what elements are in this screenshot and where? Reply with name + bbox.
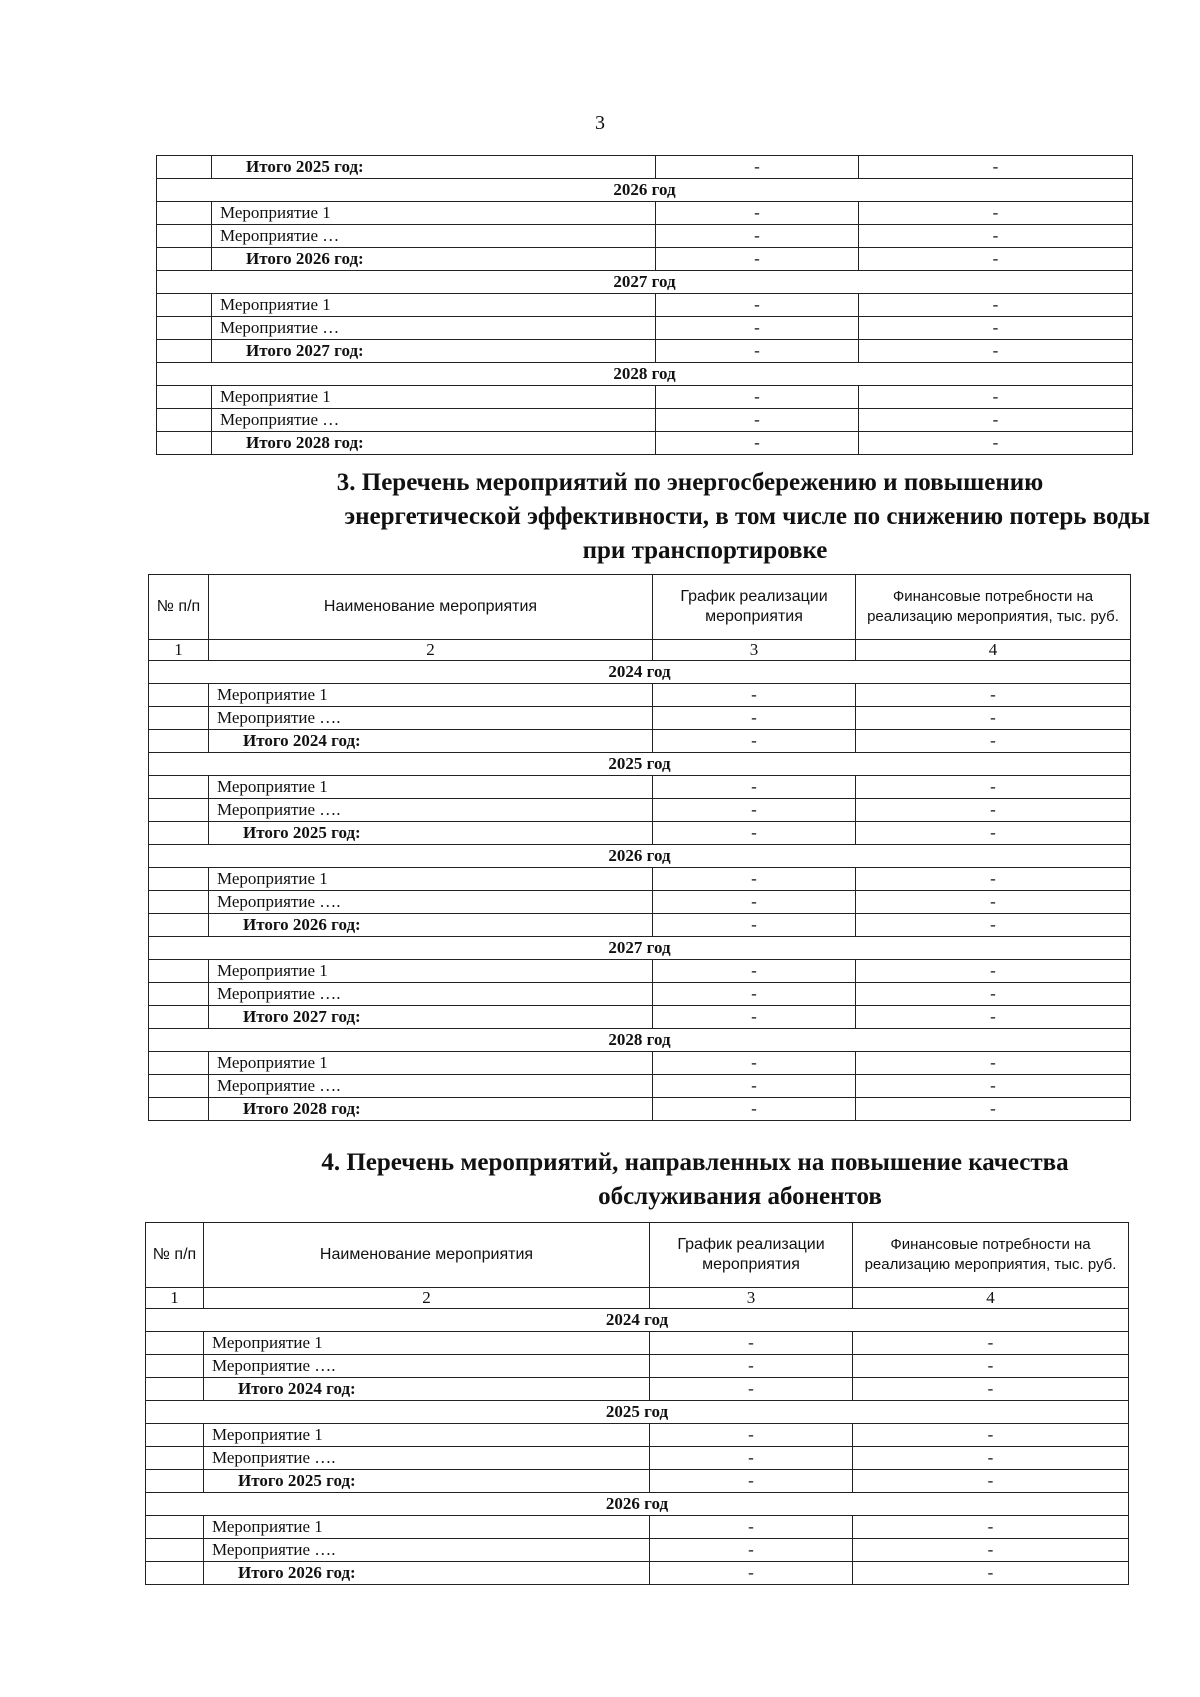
table-row xyxy=(149,799,1131,822)
activity-name: Мероприятие 1 xyxy=(209,1052,653,1075)
activity-name: Мероприятие 1 xyxy=(204,1516,650,1539)
schedule-cell: - xyxy=(650,1332,853,1355)
finance-cell: - xyxy=(853,1447,1129,1470)
column-number: 3 xyxy=(653,640,856,661)
row-number-cell xyxy=(149,1098,209,1121)
row-number-cell xyxy=(157,432,212,455)
year-label: 2024 год xyxy=(146,1309,1129,1332)
activity-name: Мероприятие 1 xyxy=(212,294,656,317)
row-number-cell xyxy=(157,294,212,317)
row-number-cell xyxy=(146,1516,204,1539)
row-number-cell xyxy=(149,684,209,707)
total-label: Итого 2027 год: xyxy=(212,340,656,363)
finance-cell: - xyxy=(859,202,1133,225)
finance-cell: - xyxy=(859,432,1133,455)
table-row xyxy=(157,294,1133,317)
schedule-cell: - xyxy=(656,317,859,340)
table-row xyxy=(149,868,1131,891)
year-label: 2027 год xyxy=(149,937,1131,960)
total-row xyxy=(146,1562,1129,1585)
row-number-cell xyxy=(157,317,212,340)
column-header-num: № п/п xyxy=(149,575,209,640)
finance-cell: - xyxy=(859,409,1133,432)
row-number-cell xyxy=(149,707,209,730)
finance-cell: - xyxy=(856,891,1131,914)
schedule-cell: - xyxy=(656,248,859,271)
finance-cell: - xyxy=(856,868,1131,891)
finance-cell: - xyxy=(856,1098,1131,1121)
year-label: 2025 год xyxy=(149,753,1131,776)
activity-name: Мероприятие …. xyxy=(209,799,653,822)
table-row xyxy=(146,1539,1129,1562)
finance-cell: - xyxy=(856,983,1131,1006)
activity-name: Мероприятие …. xyxy=(204,1355,650,1378)
table-section-4 xyxy=(145,1222,1129,1585)
schedule-cell: - xyxy=(653,1098,856,1121)
row-number-cell xyxy=(146,1355,204,1378)
year-header-row xyxy=(149,1029,1131,1052)
schedule-cell: - xyxy=(656,202,859,225)
table-row xyxy=(146,1355,1129,1378)
schedule-cell: - xyxy=(653,1006,856,1029)
finance-cell: - xyxy=(856,1006,1131,1029)
activity-name: Мероприятие …. xyxy=(209,707,653,730)
activity-name: Мероприятие … xyxy=(212,225,656,248)
table-header-row xyxy=(149,575,1131,640)
schedule-cell: - xyxy=(650,1470,853,1493)
year-label: 2024 год xyxy=(149,661,1131,684)
column-header-name: Наименование мероприятия xyxy=(204,1223,650,1288)
column-header-name: Наименование мероприятия xyxy=(209,575,653,640)
table-section-3 xyxy=(148,574,1131,1121)
row-number-cell xyxy=(157,386,212,409)
table-row xyxy=(149,960,1131,983)
finance-cell: - xyxy=(859,225,1133,248)
total-row xyxy=(157,156,1133,179)
row-number-cell xyxy=(146,1447,204,1470)
row-number-cell xyxy=(149,799,209,822)
finance-cell: - xyxy=(853,1539,1129,1562)
column-header-schedule: График реализации мероприятия xyxy=(650,1223,853,1288)
total-row xyxy=(146,1470,1129,1493)
table-row xyxy=(146,1332,1129,1355)
finance-cell: - xyxy=(859,317,1133,340)
schedule-cell: - xyxy=(656,156,859,179)
column-number: 4 xyxy=(853,1288,1129,1309)
column-header-finance: Финансовые потребности на реализацию мероприятия, тыс. руб. xyxy=(853,1223,1129,1288)
table-row xyxy=(149,983,1131,1006)
row-number-cell xyxy=(149,960,209,983)
finance-cell: - xyxy=(856,707,1131,730)
row-number-cell xyxy=(146,1539,204,1562)
row-number-cell xyxy=(157,409,212,432)
finance-cell: - xyxy=(853,1378,1129,1401)
total-row xyxy=(149,914,1131,937)
table-row xyxy=(157,386,1133,409)
row-number-cell xyxy=(157,202,212,225)
table-top xyxy=(156,155,1133,455)
column-header-finance: Финансовые потребности на реализацию мероприятия, тыс. руб. xyxy=(856,575,1131,640)
column-number: 4 xyxy=(856,640,1131,661)
schedule-cell: - xyxy=(650,1355,853,1378)
total-row xyxy=(149,822,1131,845)
year-label: 2028 год xyxy=(157,363,1133,386)
finance-cell: - xyxy=(859,294,1133,317)
row-number-cell xyxy=(157,156,212,179)
schedule-cell: - xyxy=(653,707,856,730)
total-row xyxy=(157,432,1133,455)
section-4-title xyxy=(230,1146,1130,1214)
finance-cell: - xyxy=(856,684,1131,707)
schedule-cell: - xyxy=(653,1052,856,1075)
finance-cell: - xyxy=(856,776,1131,799)
schedule-cell: - xyxy=(656,294,859,317)
section-4-title-line-2: обслуживания абонентов xyxy=(598,1183,882,1210)
finance-cell: - xyxy=(859,248,1133,271)
finance-cell: - xyxy=(856,1075,1131,1098)
row-number-cell xyxy=(149,983,209,1006)
row-number-cell xyxy=(149,730,209,753)
activity-name: Мероприятие …. xyxy=(209,891,653,914)
finance-cell: - xyxy=(853,1516,1129,1539)
activity-name: Мероприятие 1 xyxy=(209,776,653,799)
table-row xyxy=(157,225,1133,248)
schedule-cell: - xyxy=(653,914,856,937)
total-label: Итого 2026 год: xyxy=(212,248,656,271)
total-label: Итого 2025 год: xyxy=(212,156,656,179)
total-label: Итого 2024 год: xyxy=(204,1378,650,1401)
schedule-cell: - xyxy=(656,225,859,248)
row-number-cell xyxy=(157,225,212,248)
activity-name: Мероприятие …. xyxy=(204,1539,650,1562)
schedule-cell: - xyxy=(650,1424,853,1447)
table-row xyxy=(149,891,1131,914)
schedule-cell: - xyxy=(653,799,856,822)
table-row xyxy=(146,1516,1129,1539)
total-row xyxy=(157,340,1133,363)
activity-name: Мероприятие … xyxy=(212,409,656,432)
row-number-cell xyxy=(157,248,212,271)
total-row xyxy=(157,248,1133,271)
schedule-cell: - xyxy=(650,1539,853,1562)
table-row xyxy=(149,684,1131,707)
year-header-row xyxy=(149,845,1131,868)
year-label: 2028 год xyxy=(149,1029,1131,1052)
year-header-row xyxy=(146,1401,1129,1424)
total-label: Итого 2025 год: xyxy=(204,1470,650,1493)
table-row xyxy=(157,317,1133,340)
row-number-cell xyxy=(149,1052,209,1075)
total-label: Итого 2025 год: xyxy=(209,822,653,845)
table-row xyxy=(149,1075,1131,1098)
schedule-cell: - xyxy=(656,386,859,409)
row-number-cell xyxy=(149,891,209,914)
row-number-cell xyxy=(149,1006,209,1029)
page-number: 3 xyxy=(595,112,605,134)
activity-name: Мероприятие …. xyxy=(204,1447,650,1470)
activity-name: Мероприятие …. xyxy=(209,1075,653,1098)
finance-cell: - xyxy=(856,799,1131,822)
table-row xyxy=(146,1447,1129,1470)
year-header-row xyxy=(157,363,1133,386)
finance-cell: - xyxy=(853,1424,1129,1447)
column-number: 1 xyxy=(149,640,209,661)
total-label: Итого 2024 год: xyxy=(209,730,653,753)
activity-name: Мероприятие 1 xyxy=(212,386,656,409)
year-header-row xyxy=(149,753,1131,776)
finance-cell: - xyxy=(859,156,1133,179)
schedule-cell: - xyxy=(656,340,859,363)
column-header-num: № п/п xyxy=(146,1223,204,1288)
finance-cell: - xyxy=(856,914,1131,937)
row-number-cell xyxy=(146,1562,204,1585)
activity-name: Мероприятие 1 xyxy=(209,868,653,891)
section-3-title xyxy=(190,466,1150,568)
row-number-cell xyxy=(157,340,212,363)
column-header-schedule: График реализации мероприятия xyxy=(653,575,856,640)
column-number-row xyxy=(146,1288,1129,1309)
finance-cell: - xyxy=(856,822,1131,845)
finance-cell: - xyxy=(859,386,1133,409)
column-number: 1 xyxy=(146,1288,204,1309)
column-number: 3 xyxy=(650,1288,853,1309)
row-number-cell xyxy=(146,1470,204,1493)
row-number-cell xyxy=(149,914,209,937)
schedule-cell: - xyxy=(653,730,856,753)
table-header-row xyxy=(146,1223,1129,1288)
total-row xyxy=(149,1006,1131,1029)
finance-cell: - xyxy=(853,1355,1129,1378)
table-row xyxy=(146,1424,1129,1447)
activity-name: Мероприятие 1 xyxy=(204,1424,650,1447)
finance-cell: - xyxy=(856,730,1131,753)
table-row xyxy=(149,776,1131,799)
total-label: Итого 2027 год: xyxy=(209,1006,653,1029)
activity-name: Мероприятие 1 xyxy=(204,1332,650,1355)
total-label: Итого 2026 год: xyxy=(209,914,653,937)
finance-cell: - xyxy=(853,1332,1129,1355)
schedule-cell: - xyxy=(653,776,856,799)
year-label: 2026 год xyxy=(146,1493,1129,1516)
year-label: 2026 год xyxy=(149,845,1131,868)
table-row xyxy=(157,409,1133,432)
year-label: 2027 год xyxy=(157,271,1133,294)
section-3-title-line-1: 3. Перечень мероприятий по энергосбережению и повышению xyxy=(336,469,1044,496)
section-3-title-line-2: энергетической эффективности, в том числе по снижению потерь воды xyxy=(344,503,1150,530)
year-header-row xyxy=(149,661,1131,684)
row-number-cell xyxy=(149,1075,209,1098)
schedule-cell: - xyxy=(653,1075,856,1098)
year-label: 2025 год xyxy=(146,1401,1129,1424)
schedule-cell: - xyxy=(653,960,856,983)
schedule-cell: - xyxy=(656,432,859,455)
activity-name: Мероприятие 1 xyxy=(209,960,653,983)
schedule-cell: - xyxy=(653,983,856,1006)
year-header-row xyxy=(146,1493,1129,1516)
year-label: 2026 год xyxy=(157,179,1133,202)
finance-cell: - xyxy=(856,960,1131,983)
total-label: Итого 2026 год: xyxy=(204,1562,650,1585)
row-number-cell xyxy=(149,822,209,845)
table-row xyxy=(149,1052,1131,1075)
table-row xyxy=(157,202,1133,225)
schedule-cell: - xyxy=(653,868,856,891)
schedule-cell: - xyxy=(650,1447,853,1470)
column-number: 2 xyxy=(204,1288,650,1309)
activity-name: Мероприятие 1 xyxy=(209,684,653,707)
schedule-cell: - xyxy=(656,409,859,432)
section-3-title-line-3: при транспортировке xyxy=(582,537,828,564)
column-number: 2 xyxy=(209,640,653,661)
table-row xyxy=(149,707,1131,730)
total-label: Итого 2028 год: xyxy=(209,1098,653,1121)
total-row xyxy=(149,730,1131,753)
total-row xyxy=(146,1378,1129,1401)
row-number-cell xyxy=(149,868,209,891)
row-number-cell xyxy=(146,1424,204,1447)
total-row xyxy=(149,1098,1131,1121)
total-label: Итого 2028 год: xyxy=(212,432,656,455)
section-4-title-line-1: 4. Перечень мероприятий, направленных на повышение качества xyxy=(321,1149,1069,1176)
activity-name: Мероприятие …. xyxy=(209,983,653,1006)
year-header-row xyxy=(157,271,1133,294)
schedule-cell: - xyxy=(653,684,856,707)
row-number-cell xyxy=(146,1332,204,1355)
schedule-cell: - xyxy=(650,1562,853,1585)
column-number-row xyxy=(149,640,1131,661)
schedule-cell: - xyxy=(650,1516,853,1539)
finance-cell: - xyxy=(859,340,1133,363)
year-header-row xyxy=(157,179,1133,202)
row-number-cell xyxy=(149,776,209,799)
activity-name: Мероприятие 1 xyxy=(212,202,656,225)
finance-cell: - xyxy=(856,1052,1131,1075)
year-header-row xyxy=(146,1309,1129,1332)
year-header-row xyxy=(149,937,1131,960)
finance-cell: - xyxy=(853,1470,1129,1493)
schedule-cell: - xyxy=(653,822,856,845)
activity-name: Мероприятие … xyxy=(212,317,656,340)
row-number-cell xyxy=(146,1378,204,1401)
schedule-cell: - xyxy=(650,1378,853,1401)
schedule-cell: - xyxy=(653,891,856,914)
finance-cell: - xyxy=(853,1562,1129,1585)
